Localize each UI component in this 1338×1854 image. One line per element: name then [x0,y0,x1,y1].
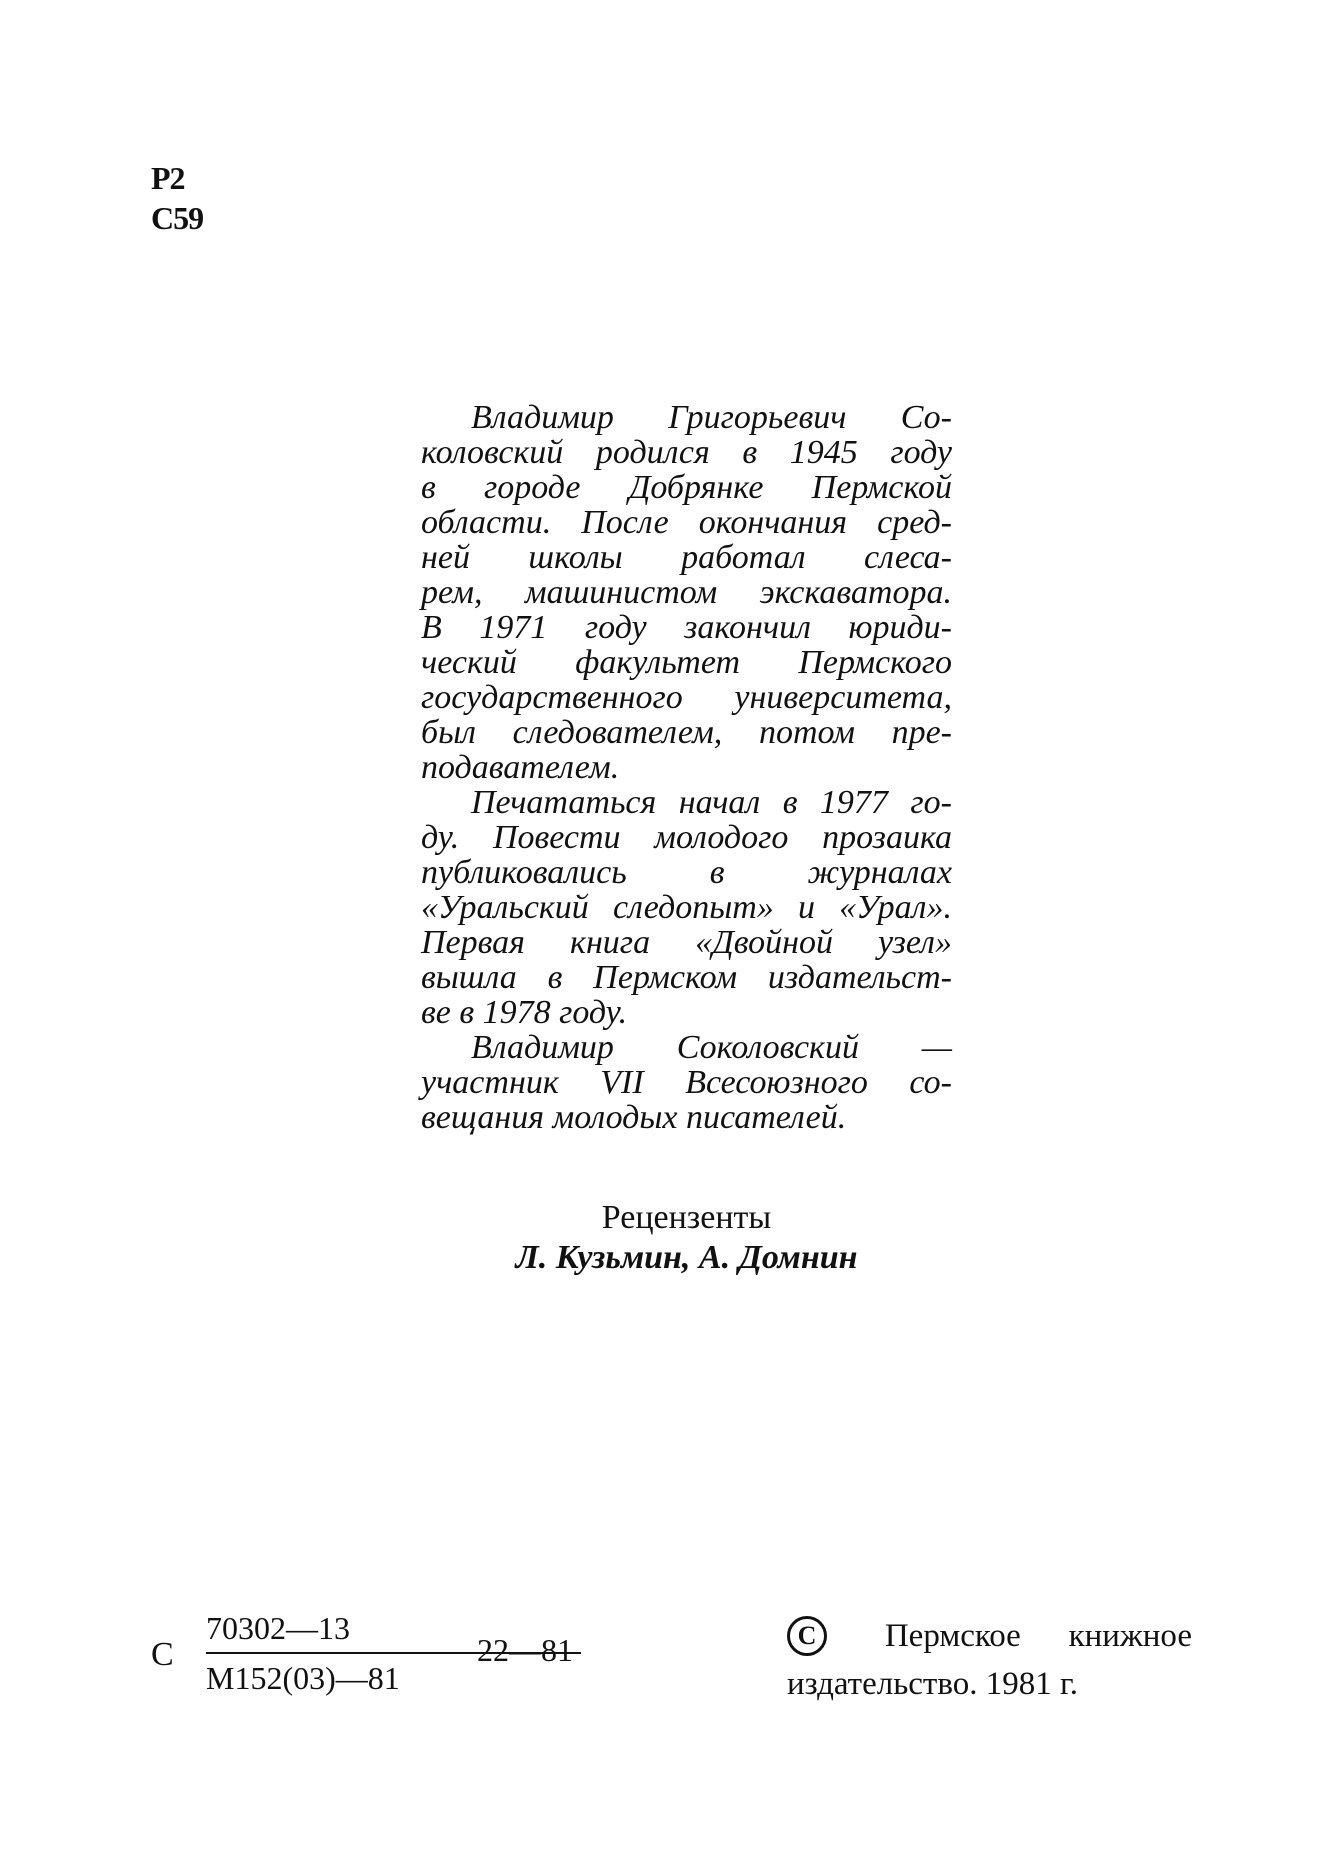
reviewers-names: Л. Кузьмин, А. Домнин [515,1239,858,1276]
bio-line: подавателем. [421,749,620,786]
bio-line: рем, машинистом экскаватора. [421,574,952,611]
bio-line: был следователем, потом пре- [421,714,952,751]
copyright-notice [787,1612,1192,1708]
bio-line: Владимир Григорьевич Со- [471,399,952,436]
bio-line: В 1971 году закончил юриди- [421,609,952,646]
publisher-line-2: издательство. 1981 г. [787,1666,1079,1702]
index-letter: С [151,1636,174,1673]
bio-line: участник VII Всесоюзного со- [421,1064,952,1101]
author-mark: С59 [151,200,204,236]
bio-line: ней школы работал слеса- [421,539,952,576]
copyright-icon: C [787,1616,827,1656]
bio-line: вещания молодых писателей. [421,1099,847,1136]
bio-line: ческий факультет Пермского [421,644,952,681]
publisher-word-2: книжное [1068,1618,1192,1654]
author-biography [421,400,952,1135]
reviewers-block [421,1198,952,1278]
bio-line: вышла в Пермском издательст- [421,959,952,996]
bio-line: государственного университета, [421,679,952,716]
library-classification [151,158,203,238]
bio-line: области. После окончания сред- [421,504,952,541]
index-code: 22—81 [477,1632,573,1668]
catalog-index [151,1610,591,1720]
classification-code: Р2 [151,160,185,196]
bio-line: Владимир Соколовский — [471,1029,952,1066]
bio-line: ду. Повести молодого прозаика [421,819,952,856]
index-denominator: М152(03)—81 [206,1660,400,1696]
bio-line: в городе Добрянке Пермской [421,469,952,506]
reviewers-heading: Рецензенты [601,1199,772,1236]
index-numerator: 70302—13 [206,1610,350,1646]
bio-line: коловский родился в 1945 году [421,434,952,471]
bio-line: Первая книга «Двойной узел» [421,924,952,961]
bio-line: публиковались в журналах [421,854,952,891]
bio-line: ве в 1978 году. [421,994,628,1031]
bio-line: Печататься начал в 1977 го- [471,784,952,821]
bio-line: «Уральский следопыт» и «Урал». [421,889,952,926]
publisher-word-1: Пермское [884,1618,1021,1654]
